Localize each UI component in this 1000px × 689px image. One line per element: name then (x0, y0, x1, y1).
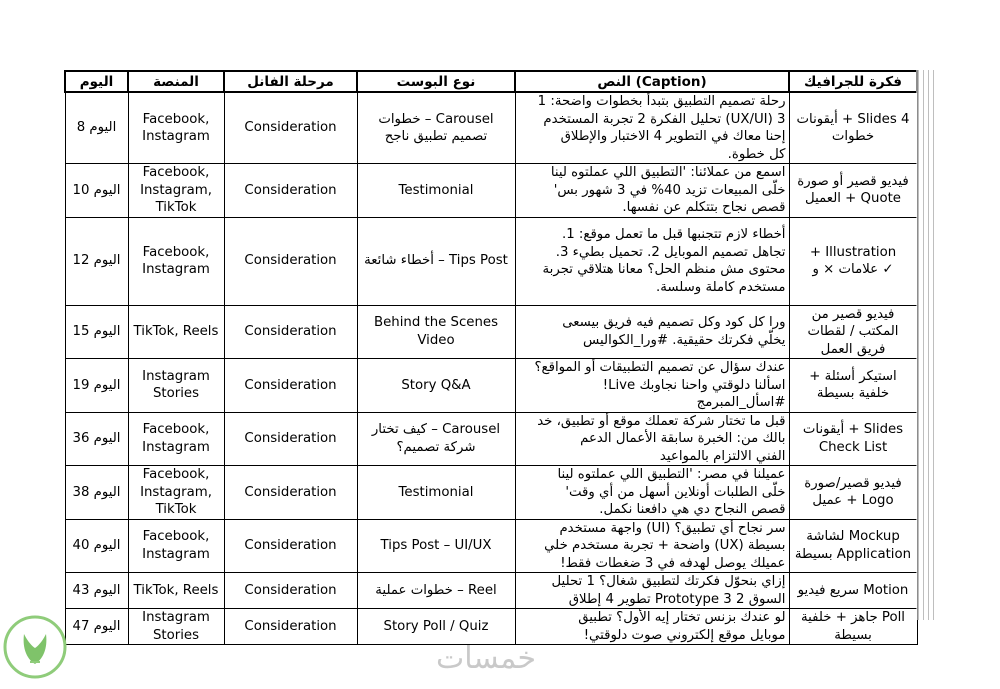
caption-cell-line: كل خطوة. (727, 146, 786, 162)
platform-cell-line: TikTok (155, 200, 197, 215)
post-type-cell-line: Tips Post – UI/UX (380, 538, 492, 553)
caption-cell-line: مستخدم كاملة وسلسة. (656, 279, 786, 295)
graphic-cell-line: فريق العمل (820, 341, 886, 357)
post-type-cell-line: Testimonial (398, 182, 474, 198)
post-type-cell-line: Story Q&A (401, 377, 471, 393)
day-cell (65, 217, 128, 305)
day-cell (65, 164, 128, 218)
caption-cell-line: رحلة تصميم التطبيق بتبدأ بخطوات واضحة: 1 (537, 94, 786, 109)
caption-cell-line: #اسأل_المبرمج (696, 395, 786, 410)
graphic-cell (789, 359, 917, 413)
platform-cell (128, 466, 224, 520)
table-row (65, 164, 917, 218)
post-type-cell-line: Story Poll / Quiz (383, 618, 489, 634)
stage-cell-line: Consideration (244, 120, 337, 136)
graphic-cell-line: Poll جاهز + خلفية (800, 610, 905, 625)
graphic-cell (789, 92, 917, 164)
graphic-cell-line: Illustration + (809, 244, 897, 260)
header-post-type: نوع البوست (357, 71, 515, 92)
graphic-cell-line: Check List (818, 439, 888, 455)
platform-cell-line: Instagram, (140, 182, 212, 198)
header-stage: مرحلة الفانل (224, 71, 357, 92)
table-row (65, 412, 917, 466)
platform-cell (128, 217, 224, 305)
header-platform: المنصة (128, 71, 224, 92)
day-cell (65, 466, 128, 520)
day-cell-line: اليوم 40 (72, 538, 121, 553)
graphic-cell-line: خلفية بسيطة (816, 386, 890, 402)
platform-cell-line: Facebook, (142, 529, 210, 545)
post-type-cell-line: Reel – خطوات عملية (375, 582, 497, 598)
header-day: اليوم (65, 71, 128, 92)
caption-cell-line: قصص النجاح دي هي دافعنا نكمل. (599, 502, 786, 517)
platform-cell (128, 412, 224, 466)
graphic-cell-line: Slides 4 + أيقونات (796, 111, 910, 127)
post-type-cell (357, 217, 515, 305)
graphic-cell (789, 164, 917, 218)
post-type-cell-line: Tips Post – أخطاء شائعة (364, 253, 508, 269)
table-row (65, 359, 917, 413)
post-type-cell-line: Video (417, 332, 455, 348)
platform-cell-line: Instagram (142, 262, 210, 277)
platform-cell (128, 305, 224, 359)
content-plan-table (64, 70, 918, 645)
caption-cell (515, 519, 789, 573)
graphic-cell-line: ✓ علامات × و (812, 262, 894, 277)
caption-cell-line: إزاي بنحوّل فكرتك لتطبيق شغال؟ 1 تحليل (551, 574, 786, 589)
platform-cell-line: Instagram (142, 129, 210, 144)
stage-cell-line: Consideration (244, 182, 337, 198)
post-type-cell (357, 519, 515, 573)
caption-cell-line: بالك من: الخبرة سابقة الأعمال الدعم (580, 431, 786, 446)
stage-cell-line: Consideration (244, 484, 337, 500)
day-cell-line: اليوم 12 (72, 253, 121, 269)
stage-cell-line: Consideration (244, 582, 337, 598)
graphic-cell-line: Quote + العميل (805, 191, 901, 207)
caption-cell-line: خلّى المبيعات تزيد 40% في 3 شهور بس' (553, 182, 786, 198)
caption-cell-line: يخلّي فكرتك حقيقية. #ورا_الكواليس (583, 332, 786, 348)
day-cell (65, 519, 128, 573)
caption-cell-line: إحنا معاك في التطوير 4 الاختبار والإطلاق (560, 129, 786, 144)
graphic-cell (789, 609, 917, 645)
stage-cell (224, 92, 357, 164)
stage-cell-line: Consideration (244, 324, 337, 339)
graphic-cell-line: بسيطة (834, 627, 872, 643)
caption-cell (515, 305, 789, 359)
graphic-cell (789, 305, 917, 359)
caption-cell (515, 412, 789, 466)
graphic-cell (789, 573, 917, 609)
stage-cell-line: Consideration (244, 377, 337, 393)
post-type-cell (357, 573, 515, 609)
day-cell-line: اليوم 38 (72, 484, 121, 500)
caption-cell-line: عميلنا في مصر: 'التطبيق اللي عملتوه لينا (557, 467, 786, 482)
stage-cell (224, 466, 357, 520)
platform-cell-line: Stories (152, 386, 200, 402)
header-caption: النص (Caption) (515, 71, 789, 92)
post-type-cell-line: Behind the Scenes (373, 315, 499, 331)
caption-cell-line: لو عندك بزنس تختار إيه الأول؟ تطبيق (578, 610, 786, 625)
platform-cell-line: Instagram (142, 368, 210, 384)
day-cell-line: اليوم 10 (72, 182, 121, 198)
graphic-cell-line: Logo + عميل (812, 493, 894, 509)
table-row (65, 217, 917, 305)
post-type-cell (357, 164, 515, 218)
caption-cell-line: عميلك يوصل لهدفه في 3 ضغطات فقط! (560, 555, 786, 571)
platform-cell-line: Stories (152, 627, 200, 643)
post-type-cell (357, 359, 515, 413)
platform-cell-line: Instagram (142, 610, 210, 625)
page-edge-decoration (916, 70, 935, 620)
graphic-cell (789, 217, 917, 305)
stage-cell (224, 217, 357, 305)
caption-cell (515, 466, 789, 520)
caption-cell-line: اسمع من عملائنا: 'التطبيق اللي عملتوه لينا (550, 165, 786, 180)
caption-cell-line: سر نجاح أي تطبيق؟ (UI) واجهة مستخدم (559, 520, 786, 536)
caption-cell-line: أخطاء لازم تتجنبها قبل ما تعمل موقع: 1. (561, 227, 786, 242)
day-cell-line: اليوم 8 (76, 120, 117, 136)
post-type-cell-line: Carousel – كيف تختار (371, 422, 501, 438)
caption-cell (515, 609, 789, 645)
day-cell-line: اليوم 15 (72, 324, 121, 339)
header-row (65, 71, 917, 92)
graphic-cell-line: فيديو قصير من (811, 306, 895, 322)
day-cell (65, 359, 128, 413)
platform-cell-line: TikTok, Reels (133, 582, 219, 598)
post-type-cell-line: Carousel – خطوات (378, 111, 494, 127)
day-cell (65, 609, 128, 645)
platform-cell-line: Facebook, (142, 111, 210, 127)
graphic-cell-line: استيكر أسئلة + (809, 368, 897, 384)
stage-cell (224, 164, 357, 218)
stage-cell-line: Consideration (244, 253, 337, 269)
post-type-cell (357, 92, 515, 164)
caption-cell-line: اسألنا دلوقتي واحنا نجاوبك Live! (602, 377, 786, 393)
platform-cell (128, 164, 224, 218)
day-cell-line: اليوم 36 (72, 431, 121, 446)
caption-cell-line: موبايل موقع إلكتروني صوت دلوقتي! (583, 627, 786, 643)
day-cell (65, 573, 128, 609)
caption-cell-line: بسيطة (UX) واضحة + تجربة مستخدم خلي (544, 538, 786, 553)
platform-cell-line: Facebook, (142, 165, 210, 180)
stage-cell-line: Consideration (244, 538, 337, 553)
stage-cell (224, 359, 357, 413)
day-cell (65, 412, 128, 466)
day-cell-line: اليوم 19 (72, 377, 121, 393)
caption-cell-line: الفني الالتزام بالمواعيد (659, 448, 786, 464)
graphic-cell-line: Slides + أيقونات (802, 422, 904, 438)
day-cell-line: اليوم 43 (72, 582, 121, 598)
graphic-cell-line: فيديو قصير/صورة (804, 475, 902, 491)
graphic-cell (789, 519, 917, 573)
caption-cell-line: 3 (UX/UI) تحليل الفكرة 2 تجربة المستخدم (543, 111, 786, 127)
platform-cell-line: Facebook, (142, 422, 210, 438)
platform-cell-line: Facebook, (142, 467, 210, 482)
table-row (65, 519, 917, 573)
caption-cell (515, 92, 789, 164)
caption-cell-line: قصص نجاح بتتكلم عن نفسها. (622, 200, 786, 215)
post-type-cell (357, 466, 515, 520)
caption-cell (515, 573, 789, 609)
caption-cell-line: خلّى الطلبات أونلاين أسهل من أي وقت' (565, 484, 786, 500)
platform-cell-line: Instagram (142, 439, 210, 455)
stage-cell (224, 305, 357, 359)
platform-cell-line: TikTok (155, 502, 197, 517)
table-row (65, 573, 917, 609)
stage-cell (224, 609, 357, 645)
watermark-text: خمسات (436, 641, 537, 676)
caption-cell-line: عندك سؤال عن تصميم التطبيقات أو المواقع؟ (534, 360, 786, 375)
stage-cell (224, 412, 357, 466)
stage-cell-line: Consideration (244, 431, 337, 446)
platform-cell (128, 519, 224, 573)
graphic-cell-line: فيديو قصير أو صورة (797, 173, 909, 189)
post-type-cell (357, 609, 515, 645)
table-row (65, 609, 917, 645)
day-cell-line: اليوم 47 (72, 618, 121, 634)
post-type-cell (357, 305, 515, 359)
platform-cell (128, 359, 224, 413)
platform-cell-line: Instagram, (140, 484, 212, 500)
graphic-cell-line: Application بسيطة (794, 546, 912, 562)
header-graphic: فكرة للجرافيك (789, 71, 917, 92)
post-type-cell (357, 412, 515, 466)
platform-cell (128, 573, 224, 609)
khamsat-logo (2, 614, 68, 680)
platform-cell (128, 92, 224, 164)
graphic-cell-line: Motion سريع فيديو (797, 582, 909, 598)
platform-cell (128, 609, 224, 645)
graphic-cell-line: خطوات (831, 129, 875, 144)
graphic-cell-line: المكتب / لقطات (807, 324, 899, 339)
caption-cell (515, 359, 789, 413)
graphic-cell (789, 466, 917, 520)
platform-cell-line: Facebook, (142, 244, 210, 260)
caption-cell-line: قبل ما تختار شركة تعملك موقع أو تطبيق، خد (537, 413, 786, 429)
caption-cell (515, 217, 789, 305)
table-row (65, 466, 917, 520)
post-type-cell-line: Testimonial (398, 484, 474, 500)
day-cell (65, 305, 128, 359)
stage-cell (224, 519, 357, 573)
stage-cell (224, 573, 357, 609)
graphic-cell (789, 412, 917, 466)
caption-cell-line: تجاهل تصميم الموبايل 2. تحميل بطيء 3. (555, 244, 786, 260)
table-row (65, 305, 917, 359)
caption-cell (515, 164, 789, 218)
caption-cell-line: السوق 2 Prototype 3 تطوير 4 إطلاق (568, 591, 786, 607)
post-type-cell-line: تصميم تطبيق ناجح (384, 129, 488, 144)
caption-cell-line: محتوى مش منظم الحل؟ معانا هتلاقي تجربة (542, 262, 786, 277)
day-cell (65, 92, 128, 164)
platform-cell-line: TikTok, Reels (133, 324, 219, 339)
platform-cell-line: Instagram (142, 546, 210, 562)
stage-cell-line: Consideration (244, 618, 337, 634)
table-row (65, 92, 917, 164)
graphic-cell-line: Mockup لشاشة (806, 529, 900, 545)
post-type-cell-line: شركة تصميم؟ (396, 439, 476, 455)
caption-cell-line: ورا كل كود وكل تصميم فيه فريق بيسعى (562, 315, 786, 331)
